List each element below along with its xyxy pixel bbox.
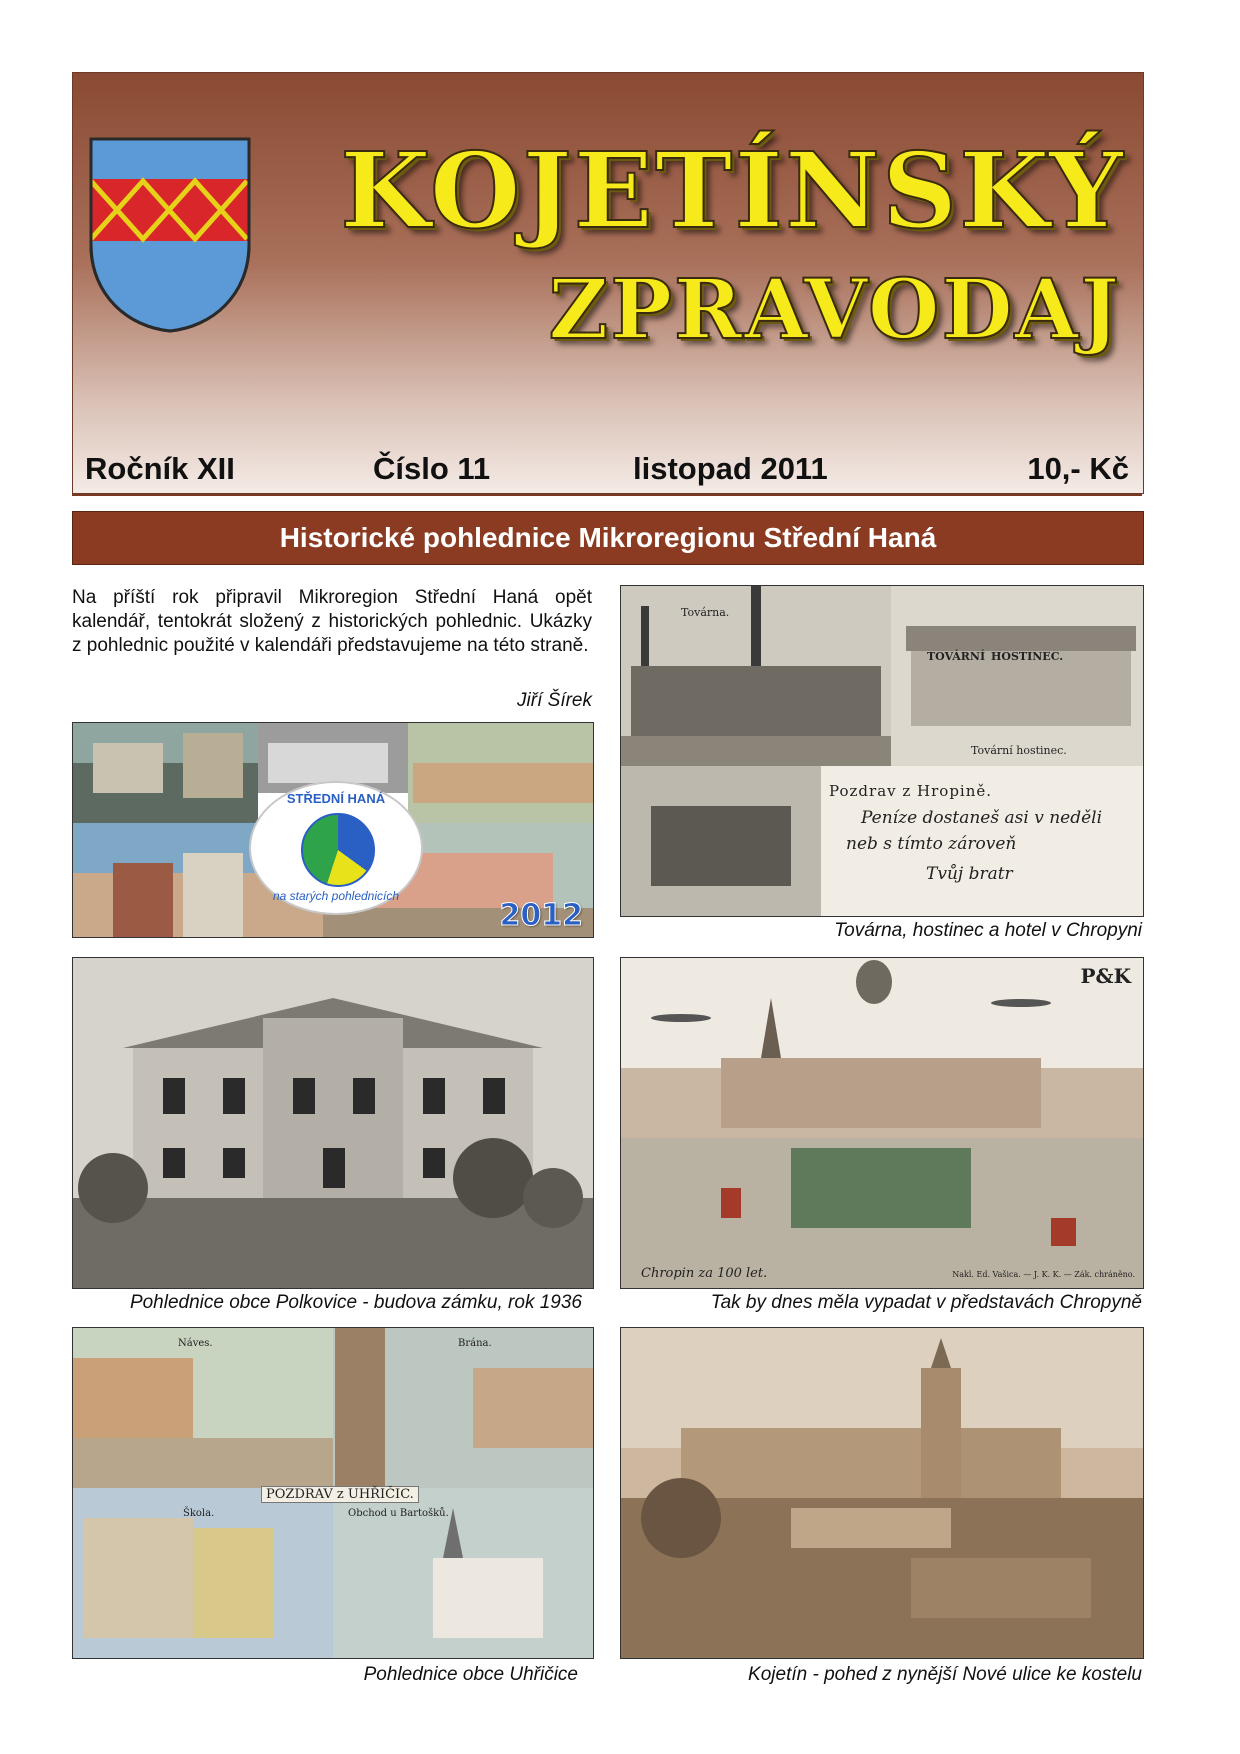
issue-number: Číslo 11 — [373, 451, 491, 486]
issue-date: listopad 2011 — [633, 451, 828, 486]
photo-chropyne-future — [620, 957, 1144, 1289]
label-pozdrav-uhricic: POZDRAV z UHŘIČIC. — [261, 1486, 419, 1503]
town-coat-of-arms — [87, 135, 253, 335]
photo-chropyne-factory — [620, 585, 1144, 917]
handwriting-line-1: Peníze dostaneš asi v neděli — [861, 808, 1103, 828]
label-naves: Náves. — [178, 1338, 213, 1349]
label-tovarni: TOVÁRNÍ — [927, 650, 986, 663]
caption-chropyne-future: Tak by dnes měla vypadat v představách Chropyně — [710, 1292, 1142, 1313]
label-tovarna: Továrna. — [681, 606, 730, 619]
label-hostinec: HOSTINEC. — [991, 650, 1064, 663]
handwriting-line-3: Tvůj bratr — [926, 864, 1013, 884]
handwriting-line-2: neb s tímto zároveň — [846, 834, 1017, 854]
title-main: KOJETÍNSKÝ — [340, 129, 1125, 252]
calendar-logo-top: STŘEDNÍ HANÁ — [286, 791, 386, 806]
label-obchod: Obchod u Bartošků. — [348, 1508, 449, 1519]
masthead-rule — [72, 494, 1142, 496]
article-heading: Historické pohlednice Mikroregionu Střední Haná — [72, 511, 1144, 565]
photo-polkovice-chateau — [72, 957, 594, 1289]
label-publisher: Nakl. Ed. Vašica. — J. K. K. — Zák. chráněno. — [952, 1270, 1135, 1279]
label-brana: Brána. — [458, 1338, 492, 1349]
calendar-collage — [72, 722, 594, 938]
photo-uhricice — [72, 1327, 594, 1659]
photo-kojetin — [620, 1327, 1144, 1659]
label-tovarni-hostinec: Tovární hostinec. — [971, 744, 1067, 757]
caption-kojetin: Kojetín - pohed z nynější Nové ulice ke kostelu — [748, 1664, 1142, 1685]
title-sub: ZPRAVODAJ — [548, 262, 1121, 358]
caption-chropyne-factory: Továrna, hostinec a hotel v Chropyni — [834, 920, 1142, 941]
label-chropin-100: Chropin za 100 let. — [641, 1266, 768, 1281]
volume-label: Ročník XII — [85, 451, 235, 486]
calendar-year: 2012 — [499, 898, 583, 933]
article-author: Jiří Šírek — [517, 690, 592, 711]
issue-line — [73, 451, 1143, 487]
caption-polkovice-chateau: Pohlednice obce Polkovice - budova zámku, rok 1936 — [129, 1292, 582, 1313]
caption-uhricice: Pohlednice obce Uhřičice — [363, 1664, 578, 1685]
label-pk: P&K — [1080, 964, 1131, 988]
masthead — [72, 72, 1144, 494]
label-pozdrav: Pozdrav z Hropině. — [829, 782, 993, 800]
calendar-logo — [249, 781, 423, 915]
issue-price: 10,- Kč — [1027, 451, 1129, 486]
compass-icon — [301, 813, 375, 887]
article-intro: Na příští rok připravil Mikroregion Střední Haná opět kalendář, tentokrát složený z historických pohlednic. Ukázky z pohlednic použité v kalendáři představujeme na této straně. — [72, 587, 592, 656]
label-skola: Škola. — [183, 1508, 215, 1519]
calendar-logo-bottom: na starých pohlednicích — [272, 889, 400, 903]
